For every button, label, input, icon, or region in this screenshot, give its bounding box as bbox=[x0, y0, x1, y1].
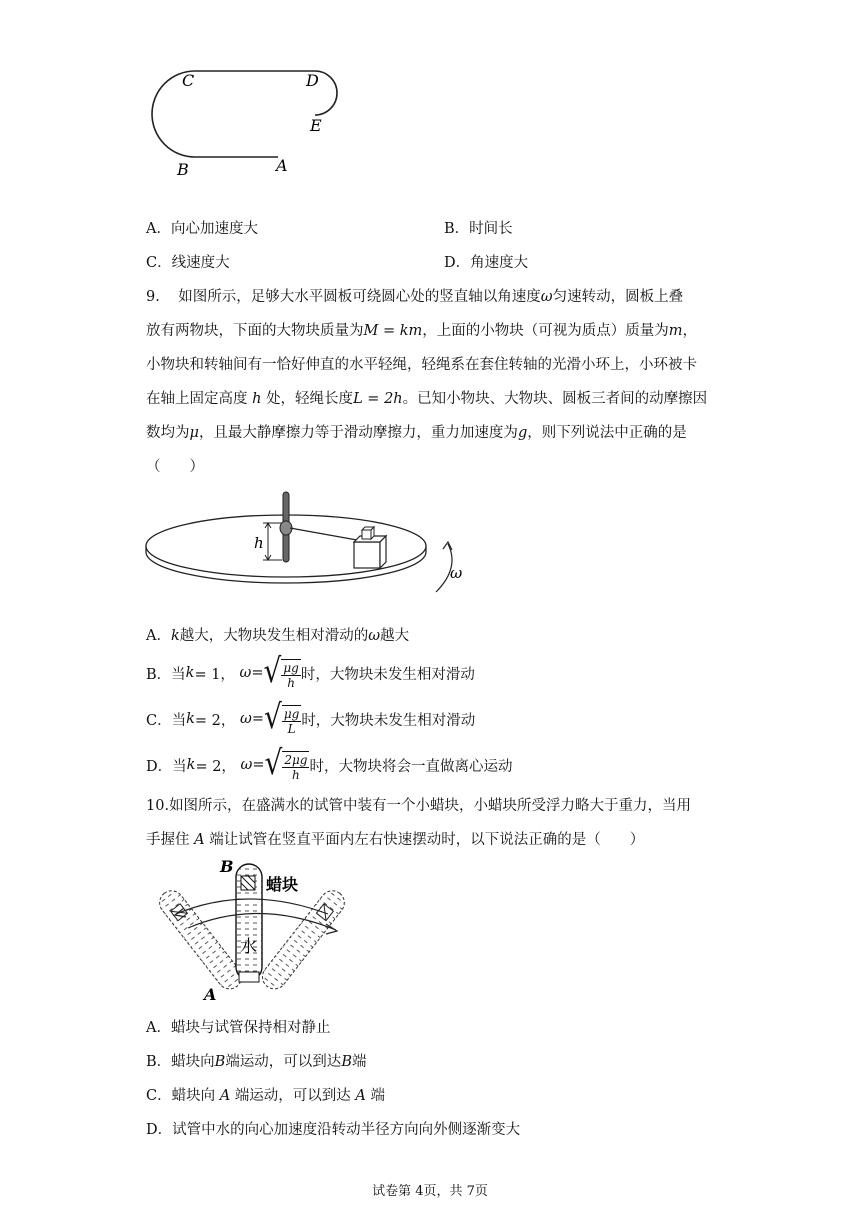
label-e: E bbox=[310, 116, 322, 135]
q10-line-1: 10.如图所示，在盛满水的试管中装有一个小蜡块，小蜡块所受浮力略大于重力，当用 bbox=[146, 798, 692, 814]
label-omega: ω bbox=[450, 564, 463, 582]
label-c: C bbox=[182, 71, 195, 90]
sqrt-expression: √ $\frac{\mu g}{h}$ bbox=[263, 650, 299, 691]
track-figure bbox=[140, 60, 360, 190]
q8-option-d: D．角速度大 bbox=[444, 255, 529, 271]
label-h: h bbox=[254, 534, 264, 552]
label-a: A bbox=[204, 985, 217, 1004]
label-b: B bbox=[220, 857, 234, 876]
q9-blank: （ ） bbox=[146, 459, 204, 475]
q8-option-b: B．时间长 bbox=[444, 221, 513, 237]
q10-option-c: C．蜡块向 A 端运动，可以到达 A 端 bbox=[146, 1088, 386, 1104]
q10-option-a: A．蜡块与试管保持相对静止 bbox=[146, 1020, 331, 1036]
sqrt-expression: √ $\frac{2\mu g}{h}$ bbox=[264, 742, 308, 783]
q10-line-2: 手握住 A 端让试管在竖直平面内左右快速摆动时，以下说法正确的是（ ） bbox=[146, 832, 645, 848]
label-wax: 蜡块 bbox=[266, 875, 299, 894]
q9-option-b: B． 当 k = 1， ω = √ $\frac{\mu g}{h}$ 时，大物块未发生相对滑动 bbox=[146, 650, 475, 691]
sqrt-expression: √ $\frac{\mu g}{L}$ bbox=[263, 696, 300, 737]
q9-line-5: 数均为μ，且最大静摩擦力等于滑动摩擦力，重力加速度为g，则下列说法中正确的是 bbox=[146, 425, 687, 441]
q8-option-c: C．线速度大 bbox=[146, 255, 230, 271]
label-water: 水 bbox=[240, 937, 257, 957]
page-footer: 试卷第 4页，共 7页 bbox=[372, 1184, 488, 1199]
q9-line-1: 9. 如图所示，足够大水平圆板可绕圆心处的竖直轴以角速度ω匀速转动，圆板上叠 bbox=[146, 289, 684, 305]
test-tube-figure bbox=[148, 854, 368, 1004]
label-a: A bbox=[276, 156, 288, 175]
q10-option-d: D．试管中水的向心加速度沿转动半径方向向外侧逐渐变大 bbox=[146, 1122, 521, 1138]
q9-option-d: D． 当 k = 2， ω = √ $\frac{2\mu g}{h}$ 时，大物块将会一直做离心运动 bbox=[146, 742, 513, 783]
q9-line-2: 放有两物块，下面的大物块质量为M = km，上面的小物块（可视为质点）质量为m， bbox=[146, 323, 698, 339]
label-b: B bbox=[177, 160, 189, 179]
rotating-disk-figure bbox=[140, 486, 480, 602]
q8-option-a: A．向心加速度大 bbox=[146, 221, 258, 237]
label-d: D bbox=[306, 71, 319, 90]
q9-option-a: A．k越大，大物块发生相对滑动的ω越大 bbox=[146, 628, 410, 644]
q9-line-3: 小物块和转轴间有一恰好伸直的水平轻绳，轻绳系在套住转轴的光滑小环上，小环被卡 bbox=[146, 357, 697, 373]
q9-option-c: C． 当 k = 2， ω = √ $\frac{\mu g}{L}$ 时，大物块未发生相对滑动 bbox=[146, 696, 476, 737]
q10-option-b: B．蜡块向B端运动，可以到达B端 bbox=[146, 1054, 367, 1070]
q9-line-4: 在轴上固定高度 h 处，轻绳长度L = 2h。已知小物块、大物块、圆板三者间的动摩擦因 bbox=[146, 391, 708, 407]
